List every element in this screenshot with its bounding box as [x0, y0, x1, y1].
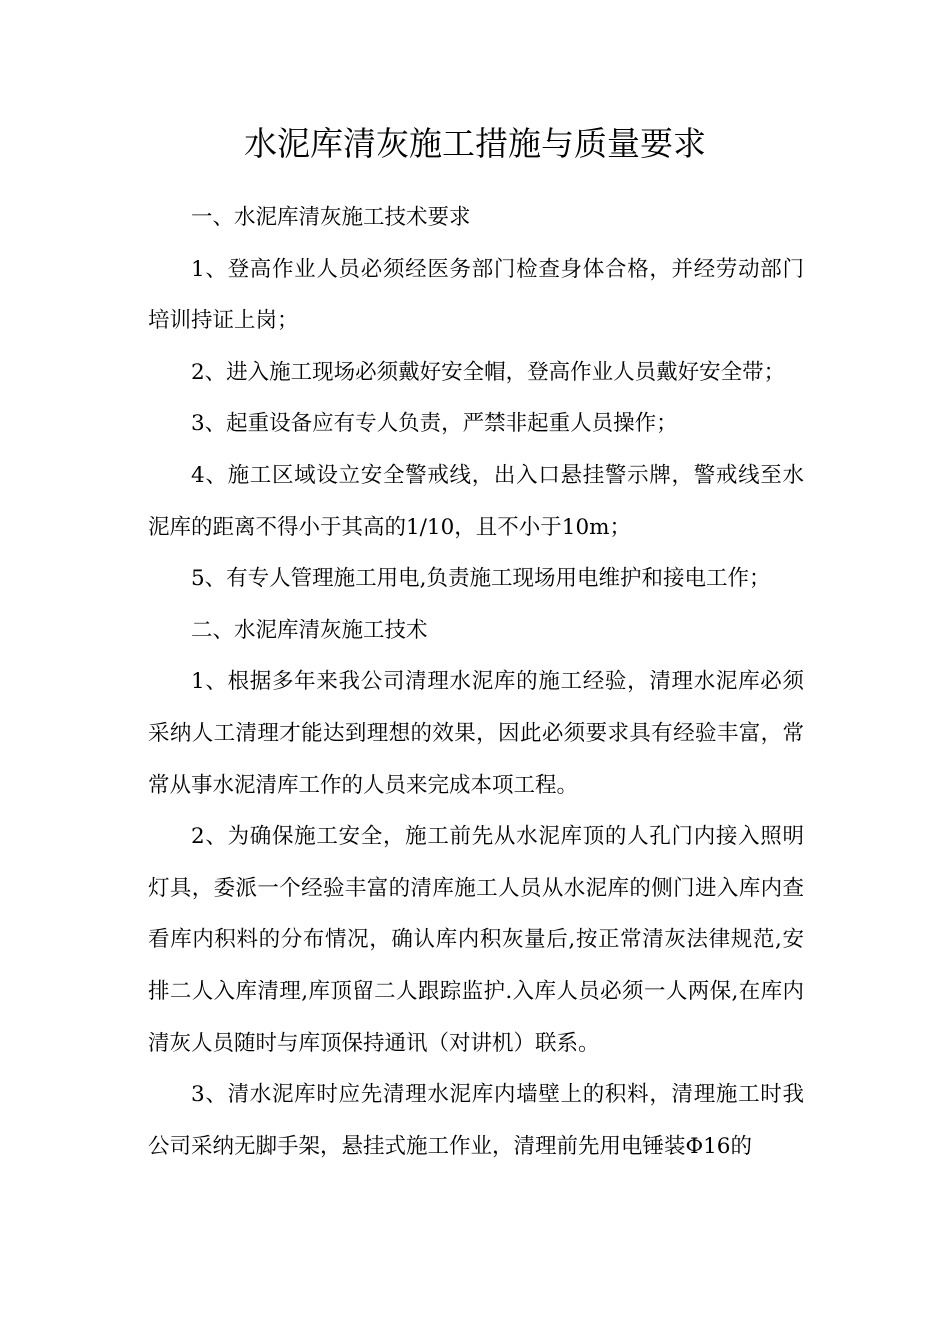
section-heading-2: 二、水泥库清灰施工技术: [191, 617, 428, 643]
paragraph: 5、有专人管理施工用电,负责施工现场用电维护和接电工作；: [191, 566, 771, 592]
paragraph: 3、清水泥库时应先清理水泥库内墙壁上的积料，清理施工时我公司采纳无脚手架，悬挂式施工作业，清理前先用电锤装Φ16的: [148, 1082, 804, 1159]
document-title: 水泥库清灰施工措施与质量要求: [244, 124, 706, 163]
paragraph: 1、根据多年来我公司清理水泥库的施工经验，清理水泥库必须采纳人工清理才能达到理想的效果，因此必须要求具有经验丰富，常常从事水泥清库工作的人员来完成本项工程。: [148, 669, 804, 798]
paragraph: 2、进入施工现场必须戴好安全帽，登高作业人员戴好安全带；: [191, 359, 786, 385]
section-heading-1: 一、水泥库清灰施工技术要求: [191, 205, 471, 230]
paragraph: 1、登高作业人员必须经医务部门检查身体合格，并经劳动部门培训持证上岗；: [148, 256, 804, 334]
document-body: [148, 192, 804, 1172]
paragraph: 4、施工区域设立安全警戒线，出入口悬挂警示牌，警戒线至水泥库的距离不得小于其高的1/10，且不小于10m；: [148, 462, 804, 540]
paragraph: 3、起重设备应有专人负责，严禁非起重人员操作；: [191, 411, 678, 437]
paragraph: 2、为确保施工安全，施工前先从水泥库顶的人孔门内接入照明灯具，委派一个经验丰富的清库施工人员从水泥库的侧门进入库内查看库内积料的分布情况，确认库内积灰量后,按正常清灰法律规范,安排二人入库清理,库顶留二人跟踪监护.入库人员必须一人两保,在库内清灰人员随时与库顶保持通讯（对讲机）联系。: [148, 824, 804, 1056]
